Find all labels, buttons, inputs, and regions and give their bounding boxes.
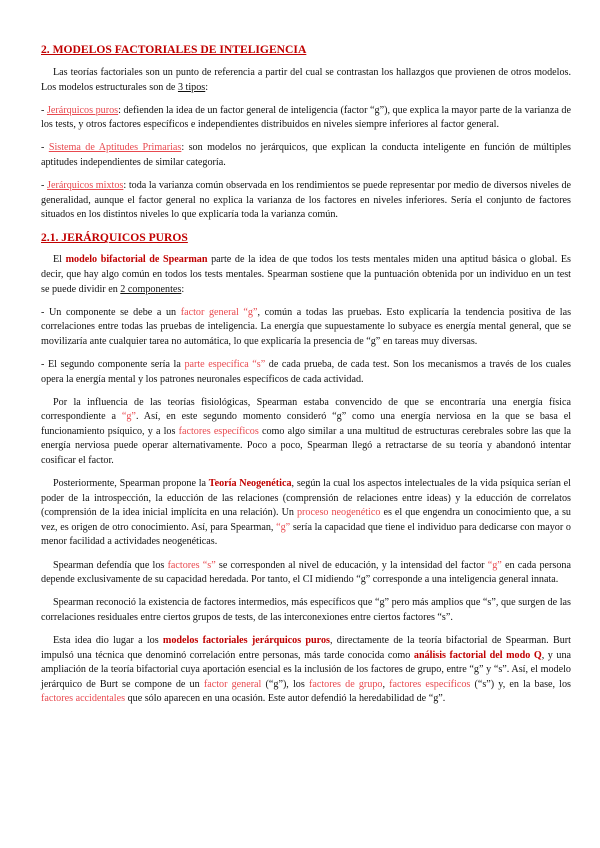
emphasis-text: proceso neogenético xyxy=(296,507,381,519)
emphasis-text: modelos factoriales jerárquicos puros xyxy=(162,634,330,646)
body-text: - xyxy=(41,104,47,116)
emphasis-text: correlación entre personas xyxy=(189,649,299,661)
body-text: (comprensión de la idea inicial implícita en una relación). Un xyxy=(41,507,297,519)
emphasis-text: interconexiones xyxy=(283,611,349,623)
emphasis-text: heredabilidad xyxy=(358,693,415,705)
body-text: , xyxy=(257,306,265,318)
body-text: sobre las que la energía nerviosa puede operar alternativamente. Poco a poco, Spearman llegó a retractarse de su teoría y abandonó intentar cosificar el factor. xyxy=(41,425,572,466)
emphasis-text: CI xyxy=(302,574,313,586)
body-text: , directamente de la teoría bifactorial de Spearman. xyxy=(329,634,553,646)
emphasis-text: “g” xyxy=(276,521,291,533)
body-text: , entre “g” y “s”. Así, el modelo jerárquico de Burt se compone de un xyxy=(41,664,571,690)
emphasis-text: Sistema de Aptitudes Primarias xyxy=(48,142,182,154)
body-text: : xyxy=(181,283,185,295)
emphasis-text: estructuras cerebrales xyxy=(415,425,504,437)
body-text: : toda la varianza común observada en los rendimientos se puede representar por medio de xyxy=(123,180,494,192)
body-text: - xyxy=(41,142,49,154)
body-text: midiendo “g” corresponde a una xyxy=(312,574,449,586)
emphasis-text: factor general “g” xyxy=(180,306,258,318)
emphasis-text: parte específica “s” xyxy=(184,358,266,370)
paragraph-9 xyxy=(41,559,571,588)
body-text: con mayor o menor facilidad a xyxy=(41,521,571,548)
emphasis-text: aptitud básica o global xyxy=(460,254,555,266)
emphasis-text: factores accidentales xyxy=(41,693,126,705)
paragraph-6 xyxy=(41,358,571,387)
body-text: , más específicos que “g” pero más amplios que “s”, que surgen de las correlaciones residuales entre ciertos grupos de tests, de las xyxy=(41,597,571,623)
emphasis-text: introspección xyxy=(93,492,149,504)
body-text: , y a los xyxy=(142,425,179,437)
body-text: - El segundo componente sería la xyxy=(41,358,185,370)
body-text: un xyxy=(459,507,477,519)
body-text: correspondiente a xyxy=(41,411,122,423)
body-text: a todas las pruebas. Esto explicaría la tendencia positiva de las correlaciones entre todas las pruebas de inteligencia. La energía que supuestamente lo subyace es xyxy=(41,306,572,333)
emphasis-text: factores específicos xyxy=(178,425,259,437)
body-text: sería la xyxy=(290,521,325,533)
paragraph-8 xyxy=(41,477,571,550)
body-text: en cada persona depende exclusivamente de su capacidad xyxy=(41,559,571,586)
body-text: , más tarde conocida como xyxy=(298,649,414,661)
body-text: Por la influencia de las teorías fisiológicas, Spearman estaba convencido de que se encontraría una xyxy=(53,396,514,408)
emphasis-text: actividades neogenéticas xyxy=(114,536,215,548)
body-text: , que explica la mayor parte de la varianza de los tests, y otros xyxy=(41,104,571,131)
emphasis-text: energía mental general xyxy=(445,321,540,333)
body-text: (comprensión de relaciones entre ideas) y la xyxy=(278,492,477,504)
emphasis-text: nerviosa xyxy=(436,411,471,423)
body-text: e independientes distribuidos en niveles siempre inferiores al factor general. xyxy=(188,119,500,131)
emphasis-text: capacidad xyxy=(324,521,366,533)
body-text: de “g”. xyxy=(414,693,446,705)
body-text: Spearman reconoció la existencia de xyxy=(53,597,204,609)
paragraph-7 xyxy=(41,396,571,469)
body-text: . Así, en este segundo momento consideró “g” como una energía xyxy=(135,411,437,423)
paragraph-0 xyxy=(41,66,571,95)
body-text: , que explican la conducta inteligente en función de múltiples xyxy=(305,142,571,154)
emphasis-text: conocimiento xyxy=(476,507,532,519)
body-text: , según la cual los aspectos intelectuales de la vida psíquica serían el poder de la xyxy=(41,478,571,504)
body-text: , xyxy=(382,678,390,690)
body-text: miden una xyxy=(409,254,461,266)
body-text: . Así, para Spearman, xyxy=(186,521,277,533)
paragraph-3 xyxy=(41,179,571,223)
body-text: en la que se basa el xyxy=(470,411,572,423)
emphasis-text: diversos niveles de generalidad xyxy=(41,180,571,206)
emphasis-text: factores “s” xyxy=(402,611,451,623)
emphasis-text: Jerárquicos puros xyxy=(46,104,119,116)
emphasis-text: heredada xyxy=(209,574,246,586)
emphasis-text: factor general de inteligencia (factor “g”) xyxy=(220,104,388,116)
paragraph-10 xyxy=(41,596,571,625)
body-text: Spearman defendía que los xyxy=(53,559,168,571)
paragraph-11 xyxy=(41,634,571,707)
paragraph-2 xyxy=(41,141,571,170)
body-text: Las teorías factoriales son un punto de referencia a partir del cual se contrastan los hallazgos que provienen de otros modelos. Los modelos estructurales son de xyxy=(41,67,571,93)
body-text: , aunque el factor general no explica la varianza de los factores en niveles inferiores. Sería el conjunto de xyxy=(88,194,539,206)
emphasis-text: análisis factorial del modo Q xyxy=(413,649,542,661)
emphasis-text: “g” xyxy=(121,411,136,423)
emphasis-text: funcionamiento psíquico xyxy=(41,425,143,437)
emphasis-text: factores específicos xyxy=(389,678,471,690)
body-text: (“s”) y, en la base, los xyxy=(470,678,571,690)
paragraph-4 xyxy=(41,253,571,297)
emphasis-text: educación xyxy=(335,559,377,571)
emphasis-text: factores intermedios xyxy=(203,597,287,609)
body-text: Posteriormente, Spearman propone la xyxy=(53,478,209,490)
emphasis-text: modelos no jerárquicos xyxy=(207,142,306,154)
emphasis-text: modelo bifactorial de Spearman xyxy=(65,254,208,266)
body-text: , y la intensidad del factor xyxy=(376,559,488,571)
emphasis-text: “g” xyxy=(487,559,502,571)
body-text: : xyxy=(205,81,209,93)
body-text: que, a su vez, es xyxy=(41,507,571,533)
body-text: , la xyxy=(148,492,168,504)
body-text: lo que explicaría toda la varianza común. xyxy=(168,209,338,221)
body-text: : son xyxy=(181,142,208,154)
emphasis-text: origen de otro conocimiento xyxy=(71,521,187,533)
emphasis-text: factores situados en los distintos niveles xyxy=(41,194,571,221)
emphasis-text: dedicarse xyxy=(479,521,518,533)
body-text: de cada prueba, de cada test. Son los mecanismos a través de los cuales opera la energía mental y los patrones neuronales específicos de cada actividad. xyxy=(41,358,571,385)
body-text: , que se movilizaría ante cualquier tarea no automática, lo que explicaría la presencia de “g” en tareas muy diversas. xyxy=(41,321,571,347)
body-text: El xyxy=(53,254,66,266)
body-text: . xyxy=(555,574,559,586)
body-text: - Un componente se debe a un xyxy=(41,306,181,318)
body-text: parte de la idea de que todos los xyxy=(207,254,352,266)
emphasis-text: 3 tipos xyxy=(177,81,206,93)
body-text: como algo similar a una multitud de xyxy=(258,425,416,437)
body-text: entre ciertos xyxy=(348,611,403,623)
body-text: (“g”), los xyxy=(261,678,309,690)
emphasis-text: factores de grupo xyxy=(308,678,383,690)
emphasis-text: factores “s” xyxy=(167,559,216,571)
section-heading-main: 2. MODELOS FACTORIALES DE INTELIGENCIA xyxy=(41,43,307,56)
body-text: . xyxy=(214,536,218,548)
body-text: de similar categoría. xyxy=(140,156,226,168)
body-text: que sólo aparecen en una ocasión. Este autor defendió la xyxy=(125,693,359,705)
emphasis-text: factores específicos xyxy=(108,119,189,131)
paragraph-5 xyxy=(41,306,571,350)
body-text: impulsó una técnica que denominó xyxy=(41,649,190,661)
emphasis-text: Jerárquicos mixtos xyxy=(47,180,124,192)
paragraph-1 xyxy=(41,104,571,133)
body-text: que tiene el individuo para xyxy=(365,521,480,533)
body-text: . xyxy=(450,611,453,623)
body-text: , y una ampliación de la teoría bifactorial cuya aportación esencial es la inclusión de los xyxy=(41,649,572,676)
body-text: se corresponden al nivel de xyxy=(215,559,335,571)
emphasis-text: tests mentales xyxy=(351,254,410,266)
emphasis-text: educción de las relaciones xyxy=(167,492,279,504)
emphasis-text: energía física xyxy=(513,396,571,408)
emphasis-text: factores de grupo xyxy=(370,664,442,676)
body-text: : defienden la idea de un xyxy=(118,104,221,116)
emphasis-text: engendra xyxy=(422,507,460,519)
emphasis-text: 2 componentes xyxy=(120,283,182,295)
emphasis-text: educción de correlatos xyxy=(476,492,571,504)
body-text: . Es decir, que hay algo común en todos los tests mentales. Spearman sostiene que la puntuación obtenida por un individuo en un test se puede dividir en xyxy=(41,254,571,295)
emphasis-text: Burt xyxy=(552,634,571,646)
emphasis-text: común xyxy=(264,306,293,318)
body-text: Esta idea dio lugar a los xyxy=(53,634,163,646)
emphasis-text: inteligencia general innata xyxy=(448,574,556,586)
body-text: . Por tanto, el xyxy=(245,574,303,586)
emphasis-text: Teoría Neogenética xyxy=(208,478,292,490)
body-text: es el que xyxy=(380,507,423,519)
emphasis-text: factor general xyxy=(203,678,262,690)
body-text: - xyxy=(41,180,48,192)
emphasis-text: aptitudes independientes xyxy=(41,156,141,168)
section-heading-sub: 2.1. JERÁRQUICOS PUROS xyxy=(41,231,188,245)
